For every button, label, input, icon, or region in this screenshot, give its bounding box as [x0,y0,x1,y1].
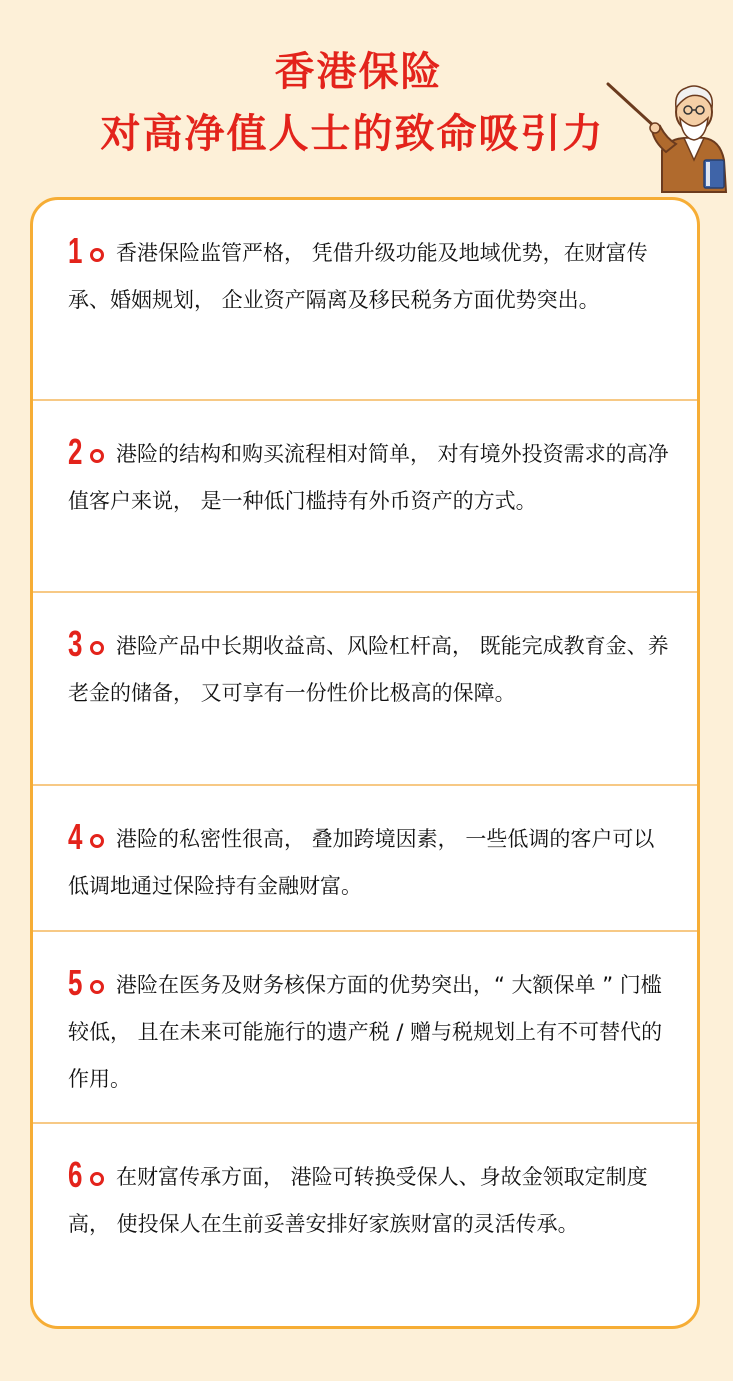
professor-pointer-icon [600,64,728,194]
number-dot [90,834,104,848]
header [0,30,733,190]
item-text: 港险在医务及财务核保方面的优势突出，“ 大额保单 ” 门槛较低， 且在未来可能施行的遗产税 / 赠与税规划上有不可替代的作用。 [68,973,663,1091]
list-item [33,932,697,1124]
list-item [33,200,697,401]
page-title: 香港保险 [274,49,443,95]
item-text: 在财富传承方面， 港险可转换受保人、身故金领取定制度高， 使投保人在生前妥善安排好家族财富的灵活传承。 [68,1165,648,1236]
item-text: 香港保险监管严格， 凭借升级功能及地域优势，在财富传承、婚姻规划， 企业资产隔离及移民税务方面优势突出。 [68,241,648,312]
item-number: 4 [68,816,83,857]
item-number: 3 [68,623,83,664]
list-item [33,1124,697,1326]
number-dot [90,980,104,994]
content-card [30,197,700,1329]
list-item [33,593,697,786]
item-text: 港险产品中长期收益高、风险杠杆高， 既能完成教育金、养老金的储备， 又可享有一份性价比极高的保障。 [68,634,669,705]
number-dot [90,248,104,262]
page-subtitle: 对高净值人士的致命吸引力 [100,111,605,157]
item-text: 港险的私密性很高， 叠加跨境因素， 一些低调的客户可以低调地通过保险持有金融财富。 [68,827,655,898]
item-number: 5 [68,962,83,1003]
number-dot [90,1172,104,1186]
list-item [33,786,697,932]
number-dot [90,641,104,655]
item-text: 港险的结构和购买流程相对简单， 对有境外投资需求的高净值客户来说， 是一种低门槛持有外币资产的方式。 [68,442,669,513]
item-number: 6 [68,1154,83,1195]
number-dot [90,449,104,463]
list-item [33,401,697,593]
item-number: 1 [68,230,83,271]
item-number: 2 [68,431,83,472]
